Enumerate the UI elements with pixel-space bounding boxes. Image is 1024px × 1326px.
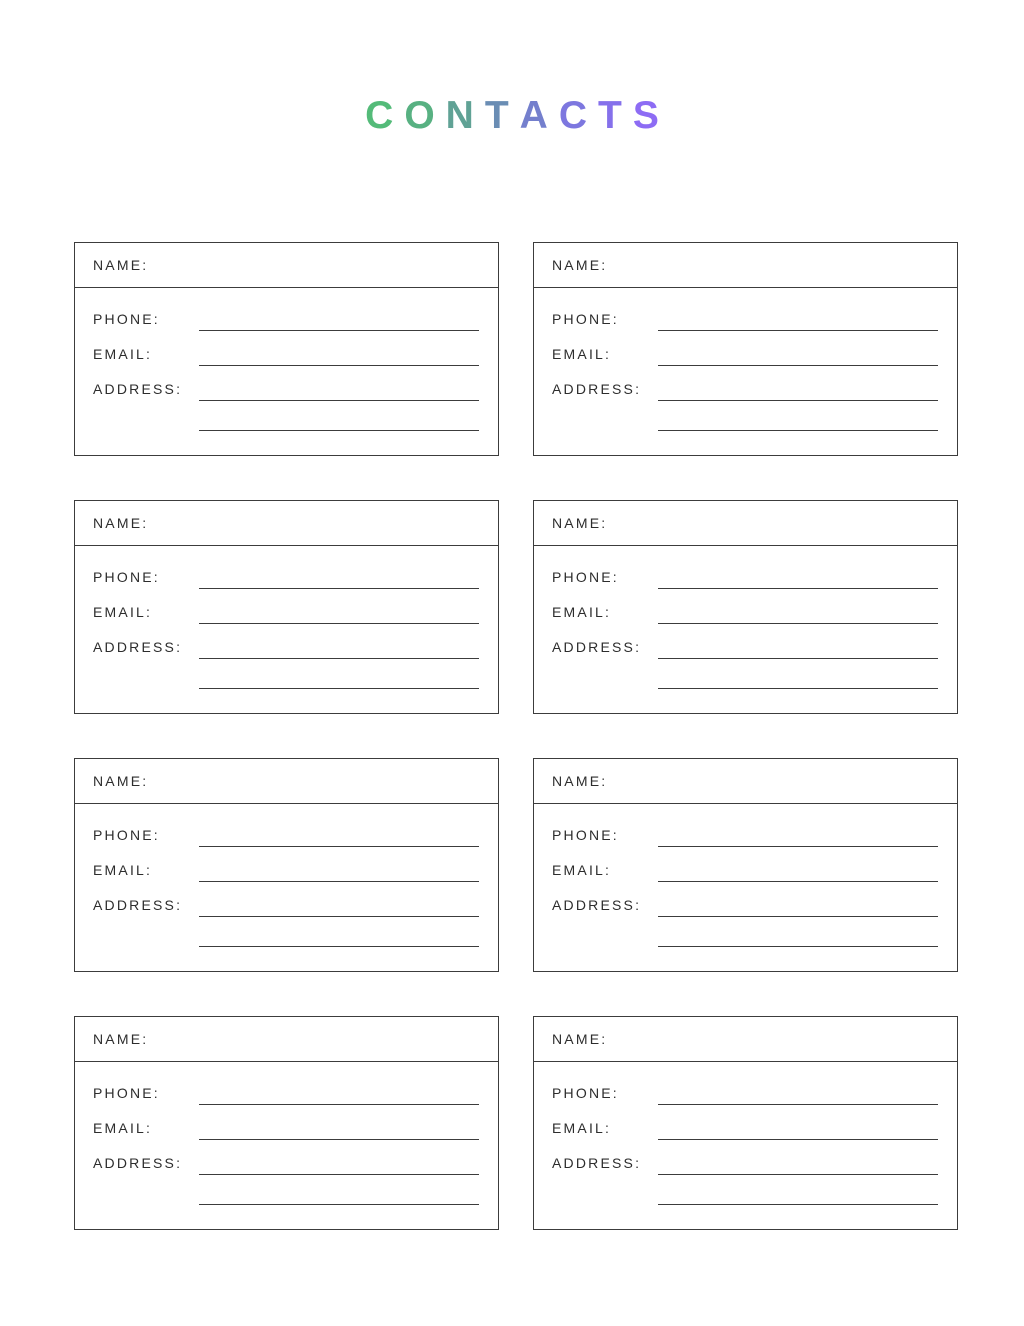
email-label: EMAIL: — [93, 604, 153, 620]
address-row — [552, 366, 938, 401]
address-field[interactable] — [199, 400, 479, 401]
address-row — [552, 624, 938, 659]
address-field[interactable] — [658, 400, 938, 401]
address-row — [93, 1140, 479, 1175]
email-label: EMAIL: — [93, 346, 153, 362]
email-row — [552, 331, 938, 366]
title-letter: T — [598, 94, 622, 137]
contact-card-body — [75, 546, 498, 689]
email-field[interactable] — [199, 623, 479, 624]
email-row — [552, 847, 938, 882]
name-label: NAME: — [93, 257, 149, 273]
email-label: EMAIL: — [552, 1120, 612, 1136]
phone-row — [552, 554, 938, 589]
phone-field[interactable] — [658, 1104, 938, 1105]
contact-card-header — [534, 1017, 957, 1062]
phone-label: PHONE: — [93, 311, 160, 327]
address-row — [552, 882, 938, 917]
email-row — [93, 1105, 479, 1140]
phone-row — [552, 812, 938, 847]
address-field-line2[interactable] — [199, 1204, 479, 1205]
title-letter: N — [445, 94, 474, 137]
address-row-2 — [552, 1175, 938, 1205]
phone-row — [93, 812, 479, 847]
address-field-line2[interactable] — [658, 946, 938, 947]
email-field[interactable] — [199, 1139, 479, 1140]
contact-card-header — [75, 1017, 498, 1062]
email-label: EMAIL: — [93, 1120, 153, 1136]
email-field[interactable] — [658, 365, 938, 366]
email-field[interactable] — [658, 623, 938, 624]
phone-label: PHONE: — [93, 827, 160, 843]
address-row-2 — [93, 1175, 479, 1205]
address-label: ADDRESS: — [93, 381, 183, 397]
phone-label: PHONE: — [93, 569, 160, 585]
address-field[interactable] — [658, 1174, 938, 1175]
name-label: NAME: — [93, 1031, 149, 1047]
address-row-2 — [93, 659, 479, 689]
email-row — [552, 1105, 938, 1140]
address-row-2 — [93, 401, 479, 431]
email-row — [93, 331, 479, 366]
contact-card — [533, 242, 958, 456]
contact-card-header — [534, 759, 957, 804]
address-row — [93, 366, 479, 401]
contact-card-header — [75, 243, 498, 288]
address-label: ADDRESS: — [552, 897, 642, 913]
address-field-line2[interactable] — [199, 946, 479, 947]
email-label: EMAIL: — [552, 346, 612, 362]
phone-label: PHONE: — [552, 311, 619, 327]
phone-label: PHONE: — [93, 1085, 160, 1101]
email-field[interactable] — [658, 881, 938, 882]
email-field[interactable] — [199, 881, 479, 882]
contact-card-body — [75, 804, 498, 947]
address-row-2 — [93, 917, 479, 947]
contact-card-header — [75, 759, 498, 804]
name-field[interactable] — [158, 772, 480, 790]
contact-card-body — [534, 546, 957, 689]
phone-row — [552, 296, 938, 331]
contact-card-body — [75, 288, 498, 431]
address-label: ADDRESS: — [552, 1155, 642, 1171]
title-letter: C — [365, 94, 394, 137]
page-title — [0, 96, 1024, 135]
name-field[interactable] — [617, 772, 939, 790]
name-field[interactable] — [617, 256, 939, 274]
phone-row — [552, 1070, 938, 1105]
phone-label: PHONE: — [552, 827, 619, 843]
contact-card-header — [534, 243, 957, 288]
name-label: NAME: — [552, 257, 608, 273]
name-label: NAME: — [93, 773, 149, 789]
phone-field[interactable] — [658, 846, 938, 847]
contact-card — [74, 500, 499, 714]
contact-card — [74, 242, 499, 456]
address-field[interactable] — [658, 916, 938, 917]
email-field[interactable] — [199, 365, 479, 366]
contact-card-body — [75, 1062, 498, 1205]
address-row-2 — [552, 401, 938, 431]
title-letter: T — [484, 94, 509, 137]
address-field-line2[interactable] — [658, 430, 938, 431]
address-label: ADDRESS: — [93, 639, 183, 655]
phone-field[interactable] — [658, 588, 938, 589]
email-label: EMAIL: — [552, 862, 612, 878]
contact-card — [533, 758, 958, 972]
contact-card-body — [534, 288, 957, 431]
title-letter: O — [404, 94, 435, 137]
phone-row — [93, 554, 479, 589]
contact-card-body — [534, 804, 957, 947]
phone-field[interactable] — [199, 588, 479, 589]
name-field[interactable] — [617, 1030, 939, 1048]
email-field[interactable] — [658, 1139, 938, 1140]
phone-row — [93, 296, 479, 331]
address-row — [93, 882, 479, 917]
address-field-line2[interactable] — [199, 688, 479, 689]
title-letter: S — [632, 94, 659, 137]
address-label: ADDRESS: — [93, 897, 183, 913]
name-field[interactable] — [158, 1030, 480, 1048]
phone-field[interactable] — [199, 1104, 479, 1105]
contact-card — [533, 1016, 958, 1230]
address-field-line2[interactable] — [199, 430, 479, 431]
email-label: EMAIL: — [552, 604, 612, 620]
contact-card-header — [534, 501, 957, 546]
address-row-2 — [552, 659, 938, 689]
address-field[interactable] — [199, 658, 479, 659]
address-label: ADDRESS: — [93, 1155, 183, 1171]
name-field[interactable] — [158, 256, 480, 274]
phone-field[interactable] — [199, 330, 479, 331]
phone-row — [93, 1070, 479, 1105]
address-field-line2[interactable] — [658, 688, 938, 689]
contact-card — [74, 758, 499, 972]
title-letter: C — [558, 94, 587, 137]
contact-card — [533, 500, 958, 714]
address-field-line2[interactable] — [658, 1204, 938, 1205]
contact-card-body — [534, 1062, 957, 1205]
address-row — [93, 624, 479, 659]
contact-card — [74, 1016, 499, 1230]
name-label: NAME: — [552, 515, 608, 531]
title-letter: A — [519, 94, 548, 137]
contact-card-header — [75, 501, 498, 546]
address-row-2 — [552, 917, 938, 947]
phone-label: PHONE: — [552, 1085, 619, 1101]
email-label: EMAIL: — [93, 862, 153, 878]
address-row — [552, 1140, 938, 1175]
phone-field[interactable] — [658, 330, 938, 331]
name-field[interactable] — [617, 514, 939, 532]
phone-field[interactable] — [199, 846, 479, 847]
address-field[interactable] — [658, 658, 938, 659]
email-row — [93, 847, 479, 882]
email-row — [93, 589, 479, 624]
contact-cards-grid — [74, 242, 958, 1230]
name-label: NAME: — [552, 773, 608, 789]
address-field[interactable] — [199, 1174, 479, 1175]
name-field[interactable] — [158, 514, 480, 532]
phone-label: PHONE: — [552, 569, 619, 585]
name-label: NAME: — [552, 1031, 608, 1047]
name-label: NAME: — [93, 515, 149, 531]
email-row — [552, 589, 938, 624]
address-label: ADDRESS: — [552, 639, 642, 655]
address-label: ADDRESS: — [552, 381, 642, 397]
address-field[interactable] — [199, 916, 479, 917]
